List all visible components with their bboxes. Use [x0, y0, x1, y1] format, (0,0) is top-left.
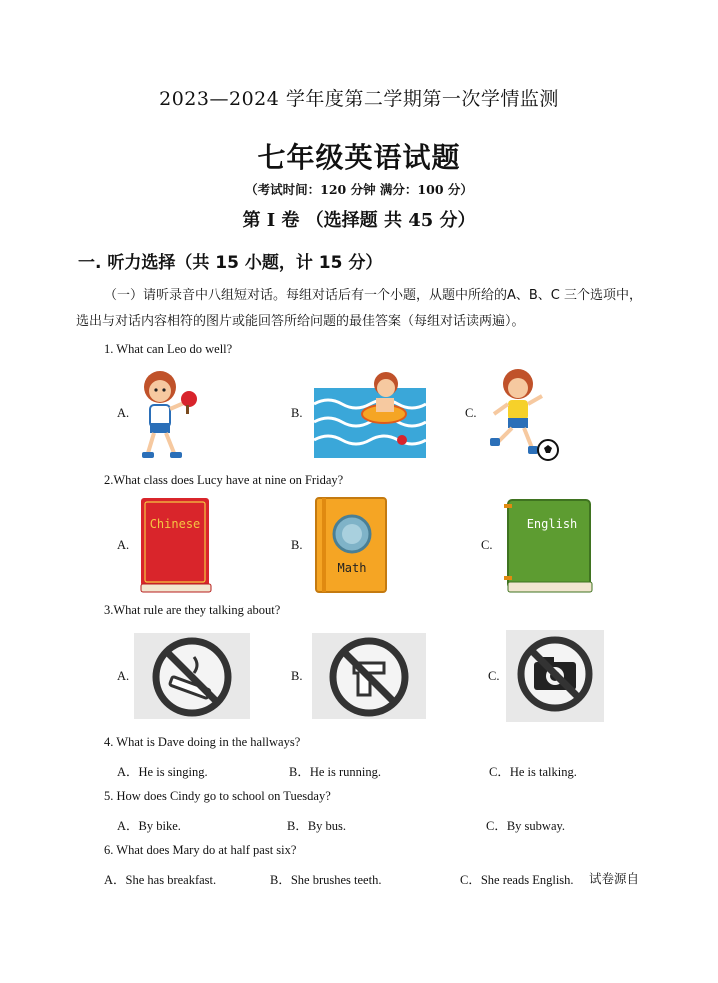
book-title-english: English [526, 517, 578, 531]
option-label-b: B. [291, 669, 303, 683]
exam-header: 2023—2024 学年度第二学期第一次学情监测 [159, 88, 559, 110]
math-book-image [314, 496, 390, 596]
no-gun-sign-image [312, 633, 426, 719]
exam-info: （考试时间：120 分钟 满分：100 分） [245, 182, 473, 197]
chinese-book-image [139, 496, 215, 594]
option-c: C．By subway. [486, 819, 566, 833]
paper-title: 七年级英语试题 [257, 141, 461, 174]
option-label-c: C. [465, 406, 477, 420]
option-label-a: A. [117, 406, 130, 420]
option-b: B．He is running. [289, 765, 382, 779]
volume-title: 第 I 卷 （选择题 共 45 分） [242, 210, 476, 231]
option-label-c: C. [488, 669, 500, 683]
english-book-image [504, 496, 594, 596]
option-label-b: B. [291, 406, 303, 420]
option-a: A．He is singing. [117, 765, 208, 779]
option-label-b: B. [291, 538, 303, 552]
option-c: C．She reads English. [460, 873, 574, 887]
no-camera-sign-image [506, 630, 604, 722]
no-smoking-sign-image [134, 633, 250, 719]
instruction-line-1: （一）请听录音中八组短对话。每组对话后有一个小题，从题中所给的A、B、C 三个选项中， [104, 288, 643, 303]
option-label-a: A. [117, 669, 130, 683]
option-a: A．She has breakfast. [104, 873, 217, 887]
option-label-c: C. [481, 538, 493, 552]
boy-swimming-image [314, 370, 426, 458]
question-2: 2.What class does Lucy have at nine on Friday? [104, 473, 344, 487]
option-b: B．She brushes teeth. [270, 873, 382, 887]
option-label-a: A. [117, 538, 130, 552]
question-1: 1. What can Leo do well? [104, 342, 233, 356]
boy-soccer-image [484, 366, 562, 464]
book-title-math: Math [337, 561, 367, 575]
option-b: B．By bus. [287, 819, 347, 833]
question-3: 3.What rule are they talking about? [104, 603, 281, 617]
question-4: 4. What is Dave doing in the hallways? [104, 735, 301, 749]
section-heading: 一. 听力选择（共 15 小题，计 15 分） [78, 253, 383, 273]
option-a: A．By bike. [117, 819, 181, 833]
boy-table-tennis-image [132, 365, 202, 463]
instruction-line-2: 选出与对话内容相符的图片或能回答所给问题的最佳答案（每组对话读两遍）。 [76, 314, 525, 329]
trailing-text: 试卷源自 [589, 871, 640, 886]
question-6: 6. What does Mary do at half past six? [104, 843, 297, 857]
option-c: C．He is talking. [489, 765, 577, 779]
question-5: 5. How does Cindy go to school on Tuesday? [104, 789, 331, 803]
book-title-chinese: Chinese [149, 517, 201, 531]
